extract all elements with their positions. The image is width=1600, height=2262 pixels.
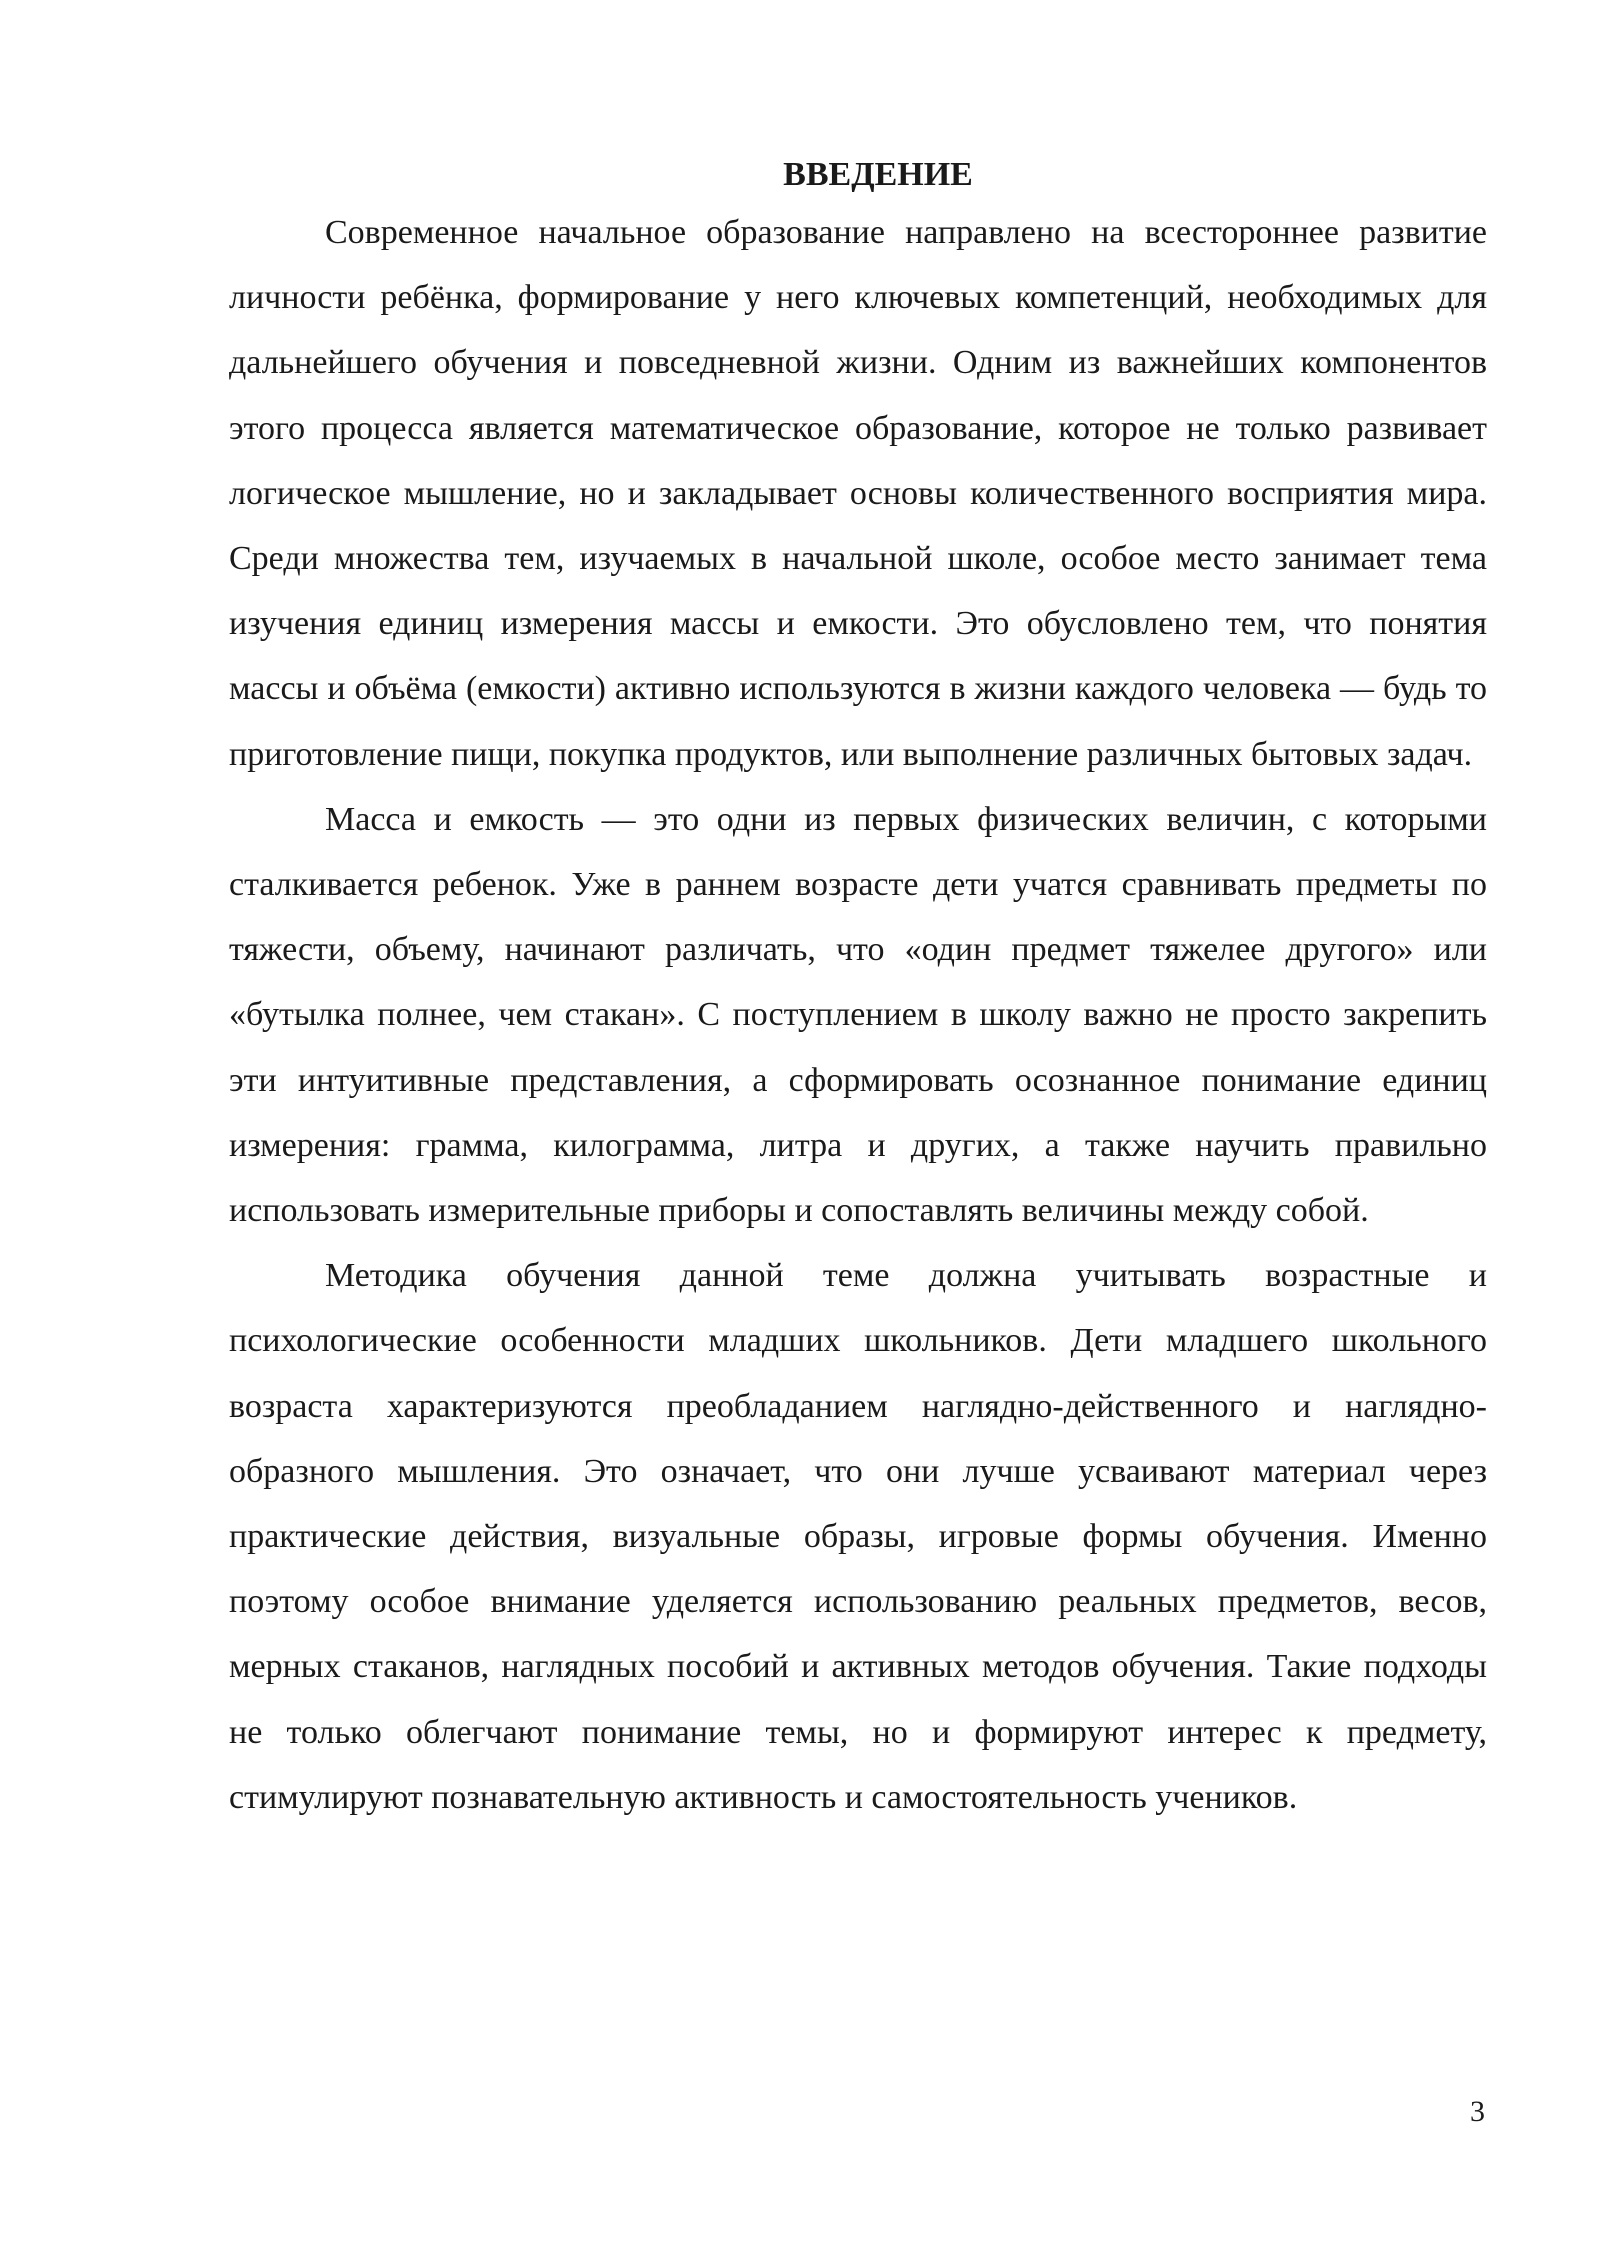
section-heading: ВВЕДЕНИЕ: [783, 156, 973, 193]
paragraph-1: Современное начальное образование направлено на всестороннее развитие личности ребёнка, формирование у него ключевых компетенций, необходимых для дальнейшего обучения и повседневной жизни. Одним из важнейших компонентов этого процесса является математическое образование, которое не только развивает логическое мышление, но и закладывает основы количественного восприятия мира. Среди множества тем, изучаемых в начальной школе, особое место занимает тема изучения единиц измерения массы и емкости. Это обусловлено тем, что понятия массы и объёма (емкости) активно используются в жизни каждого человека — будь то приготовление пищи, покупка продуктов, или выполнение различных бытовых задач.: [229, 214, 1487, 773]
document-page: [229, 150, 1487, 1830]
paragraph-2: Масса и емкость — это одни из первых физических величин, с которыми сталкивается ребенок. Уже в раннем возрасте дети учатся сравнивать предметы по тяжести, объему, начинают различать, что «один предмет тяжелее другого» или «бутылка полнее, чем стакан». С поступлением в школу важно не просто закрепить эти интуитивные представления, а сформировать осознанное понимание единиц измерения: грамма, килограмма, литра и других, а также научить правильно использовать измерительные приборы и сопоставлять величины между собой.: [229, 800, 1487, 1230]
paragraph-3: Методика обучения данной теме должна учитывать возрастные и психологические особенности младших школьников. Дети младшего школьного возраста характеризуются преобладанием наглядно-действенного и наглядно-образного мышления. Это означает, что они лучше усваивают материал через практические действия, визуальные образы, игровые формы обучения. Именно поэтому особое внимание уделяется использованию реальных предметов, весов, мерных стаканов, наглядных пособий и активных методов обучения. Такие подходы не только облегчают понимание темы, но и формируют интерес к предмету, стимулируют познавательную активность и самостоятельность учеников.: [229, 1257, 1487, 1816]
page-number: 3: [1470, 2095, 1485, 2128]
